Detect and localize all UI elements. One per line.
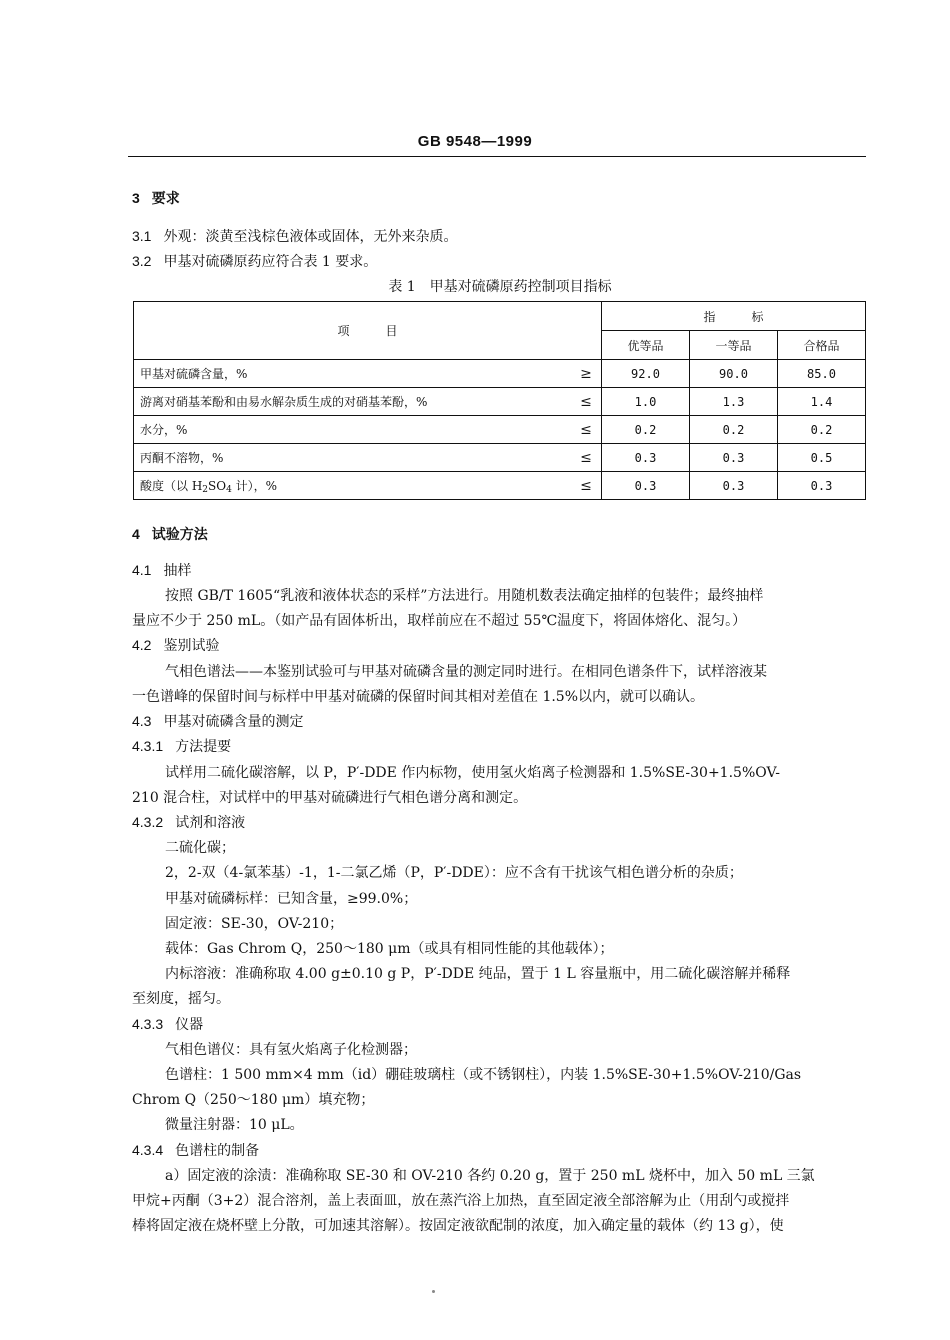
section-4-3-1-body-line-1: 试样用二硫化碳溶解，以 P，P′-DDE 作内标物，使用氢火焰离子检测器和 1.5%SE-30+1.5%OV- bbox=[165, 765, 781, 781]
standard-code-prefix: GB bbox=[417, 133, 442, 150]
table-row bbox=[134, 472, 866, 500]
table-row bbox=[134, 416, 866, 444]
section-4-1-heading: 4.1 抽样 bbox=[132, 562, 192, 579]
table-row bbox=[134, 444, 866, 472]
reagent-item: 二硫化碳； bbox=[165, 840, 235, 856]
section-4-1-body-line-2: 量应不少于 250 mL。（如产品有固体析出，取样前应在不超过 55℃温度下，将固体熔化、混匀。） bbox=[132, 613, 747, 629]
table-header-item: 项 目 bbox=[134, 302, 602, 360]
row-operator: ≤ bbox=[571, 416, 602, 444]
reagent-item: 2，2-双（4-氯苯基）-1，1-二氯乙烯（P，P′-DDE）：应不含有干扰该气相色谱分析的杂质； bbox=[165, 865, 743, 881]
section-4-3-heading: 4.3 甲基对硫磷含量的测定 bbox=[132, 713, 304, 730]
table-header-index: 指 标 bbox=[602, 302, 866, 331]
row-value: 1.0 bbox=[602, 388, 690, 416]
row-operator: ≥ bbox=[571, 360, 602, 388]
section-4-3-4-heading: 4.3.4 色谱柱的制备 bbox=[132, 1142, 260, 1159]
reagent-item: 载体：Gas Chrom Q，250～180 μm（或具有相同性能的其他载体）； bbox=[165, 941, 614, 957]
spec-table bbox=[133, 301, 866, 500]
scan-speck bbox=[432, 1290, 435, 1293]
row-value: 1.3 bbox=[690, 388, 778, 416]
row-item: 水分，% bbox=[134, 416, 572, 444]
table-caption: 表 1 甲基对硫磷原药控制项目指标 bbox=[388, 279, 612, 295]
section-4-heading: 4 试验方法 bbox=[132, 526, 208, 543]
table-row bbox=[134, 360, 866, 388]
internal-standard-line-1: 内标溶液：准确称取 4.00 g±0.10 g P，P′-DDE 纯品，置于 1 L 容量瓶中，用二硫化碳溶解并稀释 bbox=[165, 966, 791, 982]
reagent-item: 甲基对硫磷标样：已知含量，≥99.0%； bbox=[165, 891, 418, 907]
row-value: 0.3 bbox=[602, 472, 690, 500]
instrument-item: 气相色谱仪：具有氢火焰离子化检测器； bbox=[165, 1042, 417, 1058]
section-4-2-heading: 4.2 鉴别试验 bbox=[132, 637, 220, 654]
standard-code bbox=[0, 133, 950, 150]
grade-qualified: 合格品 bbox=[778, 331, 866, 360]
section-3-heading: 3 要求 bbox=[132, 190, 180, 207]
section-4-3-4-body-line-1: a）固定液的涂渍：准确称取 SE-30 和 OV-210 各约 0.20 g，置于 250 mL 烧杯中，加入 50 mL 三氯 bbox=[165, 1168, 815, 1184]
row-operator: ≤ bbox=[571, 444, 602, 472]
row-value: 0.5 bbox=[778, 444, 866, 472]
row-operator: ≤ bbox=[571, 388, 602, 416]
row-value: 0.3 bbox=[778, 472, 866, 500]
grade-first: 一等品 bbox=[690, 331, 778, 360]
row-value: 0.3 bbox=[602, 444, 690, 472]
instrument-item: 微量注射器：10 μL。 bbox=[165, 1117, 304, 1133]
row-item: 丙酮不溶物，% bbox=[134, 444, 572, 472]
row-value: 92.0 bbox=[602, 360, 690, 388]
internal-standard-line-2: 至刻度，摇匀。 bbox=[132, 991, 230, 1007]
header-divider bbox=[128, 156, 866, 157]
column-spec-line-2: Chrom Q（250～180 μm）填充物； bbox=[132, 1092, 375, 1108]
section-4-2-body-line-2: 一色谱峰的保留时间与标样中甲基对硫磷的保留时间其相对差值在 1.5%以内，就可以确认。 bbox=[132, 689, 705, 705]
section-3-2: 3.2 甲基对硫磷原药应符合表 1 要求。 bbox=[132, 253, 378, 270]
row-item: 甲基对硫磷含量，% bbox=[134, 360, 572, 388]
row-value: 0.2 bbox=[690, 416, 778, 444]
row-value: 0.3 bbox=[690, 444, 778, 472]
row-item: 酸度（以 $H_2SO_4$ 计），% bbox=[134, 472, 572, 500]
row-value: 0.2 bbox=[778, 416, 866, 444]
table-row bbox=[134, 388, 866, 416]
row-value: 0.3 bbox=[690, 472, 778, 500]
row-item: 游离对硝基苯酚和由易水解杂质生成的对硝基苯酚，% bbox=[134, 388, 572, 416]
grade-premium: 优等品 bbox=[602, 331, 690, 360]
section-4-3-1-heading: 4.3.1 方法提要 bbox=[132, 738, 232, 755]
section-4-3-3-heading: 4.3.3 仪器 bbox=[132, 1016, 204, 1033]
section-4-3-2-heading: 4.3.2 试剂和溶液 bbox=[132, 814, 246, 831]
section-4-3-1-body-line-2: 210 混合柱，对试样中的甲基对硫磷进行气相色谱分离和测定。 bbox=[132, 790, 528, 806]
section-4-1-body-line-1: 按照 GB/T 1605“乳液和液体状态的采样”方法进行。用随机数表法确定抽样的包装件；最终抽样 bbox=[165, 588, 764, 604]
section-4-3-4-body-line-3: 棒将固定液在烧杯壁上分散，可加速其溶解）。按固定液欲配制的浓度，加入确定量的载体（约 13 g），使 bbox=[132, 1218, 784, 1234]
row-value: 85.0 bbox=[778, 360, 866, 388]
reagent-item: 固定液：SE-30，OV-210； bbox=[165, 916, 344, 932]
standard-code-number: 9548—1999 bbox=[445, 133, 533, 150]
row-operator: ≤ bbox=[571, 472, 602, 500]
column-spec-line-1: 色谱柱：1 500 mm×4 mm（id）硼硅玻璃柱（或不锈钢柱），内装 1.5%SE-30+1.5%OV-210/Gas bbox=[165, 1067, 802, 1083]
section-3-1: 3.1 外观：淡黄至浅棕色液体或固体，无外来杂质。 bbox=[132, 228, 458, 245]
row-value: 1.4 bbox=[778, 388, 866, 416]
section-4-2-body-line-1: 气相色谱法——本鉴别试验可与甲基对硫磷含量的测定同时进行。在相同色谱条件下，试样溶液某 bbox=[165, 664, 767, 680]
section-4-3-4-body-line-2: 甲烷+丙酮（3+2）混合溶剂，盖上表面皿，放在蒸汽浴上加热，直至固定液全部溶解为止（用刮勺或搅拌 bbox=[132, 1193, 790, 1209]
row-value: 90.0 bbox=[690, 360, 778, 388]
row-value: 0.2 bbox=[602, 416, 690, 444]
